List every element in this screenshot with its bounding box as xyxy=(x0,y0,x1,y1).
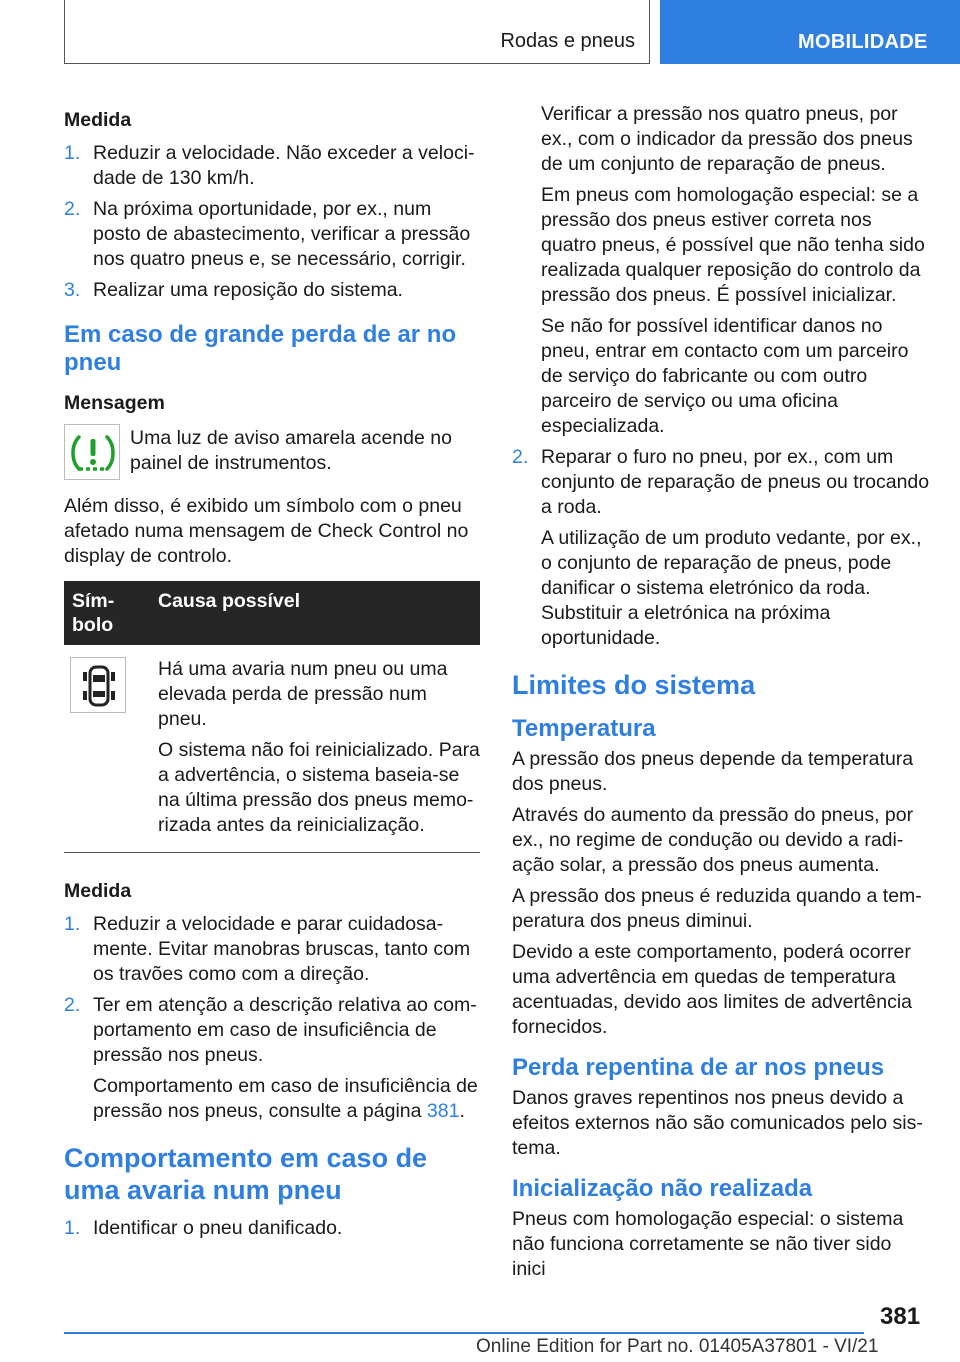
table-header-cause: Causa possível xyxy=(158,590,300,612)
paragraph: Danos graves repentinos nos pneus devido a efeitos externos não são comunicados pelo sistema. xyxy=(512,1087,923,1159)
message-heading: Mensagem xyxy=(64,392,165,414)
car-tire-status-icon xyxy=(70,657,126,713)
list-item: 1. Reduzir a velocidade. Não exceder a velocidade de 130 km/h. xyxy=(64,142,475,189)
paragraph: A utilização de um produto vedante, por ex., o conjunto de reparação de pneus, pode danificar o sistema eletrónico da roda. Substituir a eletrónica na próxima oportunidade. xyxy=(541,527,922,649)
table-cell-cause-2: O sistema não foi reinicializado. Para a advertência, o sistema baseia-se na última pressão dos pneus memorizada antes da reinicialização. xyxy=(158,739,480,836)
right-column xyxy=(512,102,930,1288)
footer-edition: Online Edition for Part no. 01405A37801 - VI/21 xyxy=(476,1336,879,1357)
paragraph: Através do aumento da pressão do pneus, por ex., no regime de condução ou devido a radiação solar, a pressão dos pneus aumenta. xyxy=(512,804,914,876)
header-section-title: Rodas e pneus xyxy=(500,30,635,52)
repair-steps xyxy=(512,445,930,651)
temperature-title: Temperatura xyxy=(512,715,656,742)
breakdown-steps xyxy=(64,1216,482,1241)
table-header-symbol: Símbolo xyxy=(72,590,115,636)
list-item: 1. Identificar o pneu danificado. xyxy=(64,1217,343,1239)
list-item: 3. Realizar uma reposição do sistema. xyxy=(64,279,403,301)
table-header xyxy=(64,581,480,645)
message-paragraph: Além disso, é exibido um símbolo com o pneu afetado numa mensagem de Check Control no display de controlo. xyxy=(64,495,469,567)
measure-heading: Medida xyxy=(64,109,132,131)
paragraph: Verificar a pressão nos quatro pneus, por ex., com o indicador da pressão dos pneus de um conjunto de reparação de pneus. xyxy=(541,103,913,175)
page-link[interactable]: 381 xyxy=(426,1100,460,1122)
footer-divider xyxy=(64,1332,864,1334)
symbol-table xyxy=(64,581,480,853)
message-text: Uma luz de aviso amarela acende no painel de instrumentos. xyxy=(130,427,452,474)
paragraph: Em pneus com homologação especial: se a pressão dos pneus estiver correta nos quatro pneus, é possível que não tenha sido realizada qualquer reposição do controlo da pressão dos pneus. É possível inicializar. xyxy=(541,184,925,306)
table-row xyxy=(64,645,480,853)
paragraph: A pressão dos pneus depende da temperatura dos pneus. xyxy=(512,748,914,795)
paragraph: Se não for possível identificar danos no pneu, entrar em contacto com um parceiro de serviço do fabricante ou com outro parceiro de serviço ou uma oficina especializada. xyxy=(541,315,909,437)
list-item: 2. Ter em atenção a descrição relativa ao comportamento em caso de insuficiência de pressão nos pneus. Comportamento em caso de insuficiência de pressão nos pneus, consulte a página 381. xyxy=(64,993,482,1124)
list-item: 2. Na próxima oportunidade, por ex., num posto de abastecimento, verificar a pressão nos quatro pneus e, se necessário, corrigir. xyxy=(64,198,471,270)
measure-heading-2: Medida xyxy=(64,880,132,902)
breakdown-title: Comportamento em caso de uma avaria num pneu xyxy=(64,1143,428,1205)
measure-steps xyxy=(64,141,482,303)
table-cell-cause-1: Há uma avaria num pneu ou uma elevada perda de pressão num pneu. xyxy=(158,658,448,730)
section-title: Em caso de grande perda de ar no pneu xyxy=(64,321,457,376)
tire-pressure-warning-icon xyxy=(64,424,120,480)
left-column xyxy=(64,102,482,1247)
sudden-loss-title: Perda repentina de ar nos pneus xyxy=(512,1054,885,1081)
cross-reference: Comportamento em caso de insuficiência de pressão nos pneus, consulte a página 381. xyxy=(93,1075,478,1122)
initialization-title: Inicialização não realizada xyxy=(512,1175,813,1202)
header-chapter-label: MOBILIDADE xyxy=(798,31,928,53)
limits-title: Limites do sistema xyxy=(512,670,756,700)
paragraph: Pneus com homologação especial: o sistema não funciona corretamente se não tiver sido inici xyxy=(512,1208,904,1280)
page-number: 381 xyxy=(880,1303,921,1330)
message-row xyxy=(64,424,482,484)
list-item: 1. Reduzir a velocidade e parar cuidadosamente. Evitar manobras bruscas, tanto com os travões como com a direção. xyxy=(64,913,471,985)
step-continuation xyxy=(512,102,930,439)
header-chapter-tab xyxy=(660,0,960,64)
measure-steps-2 xyxy=(64,912,482,1124)
paragraph: A pressão dos pneus é reduzida quando a temperatura dos pneus diminui. xyxy=(512,885,922,932)
list-item: 2. Reparar o furo no pneu, por ex., com um conjunto de reparação de pneus ou trocando a roda. A utilização de um produto vedante, por ex., o conjunto de reparação de pneus, pode danificar o sistema eletrónico da roda. Substituir a eletrónica na próxima oportunidade. xyxy=(512,446,930,649)
paragraph: Devido a este comportamento, poderá ocorrer uma advertência em quedas de temperatura acentuadas, devido aos limites de advertência fornecidos. xyxy=(512,941,912,1038)
